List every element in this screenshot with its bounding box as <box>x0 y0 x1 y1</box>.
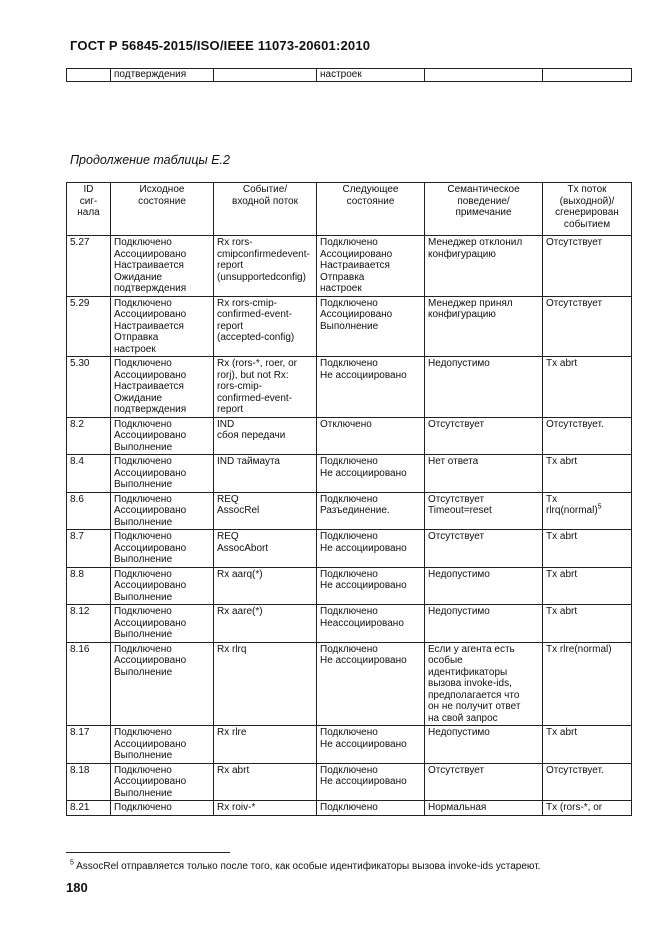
cell-line: Подключено <box>114 568 172 580</box>
cell-line: вызова invoke-ids, <box>428 678 512 689</box>
signal-id-cell: 8.21 <box>67 801 111 816</box>
next-state-cell <box>317 492 425 530</box>
cell-line: Tx abrt <box>546 358 578 369</box>
signal-id-cell: 8.8 <box>67 567 111 605</box>
table-row <box>67 69 632 82</box>
cell-line: Подключено <box>114 764 172 776</box>
tx-cell <box>543 726 632 764</box>
cell-line: Выполнение <box>114 591 173 603</box>
semantic-cell <box>425 357 543 418</box>
table-caption: Продолжение таблицы E.2 <box>70 153 230 167</box>
document-header: ГОСТ Р 56845-2015/ISO/IEEE 11073-20601:2010 <box>70 38 371 53</box>
cell-line: AssocRel <box>217 505 260 516</box>
table-row <box>67 357 632 418</box>
table-row <box>67 642 632 726</box>
cell-line: Следующее <box>342 184 399 195</box>
cell-line: Подключено <box>114 237 172 248</box>
cell-line: Отправка <box>114 332 159 343</box>
cell-line: Отсутствует <box>428 493 485 505</box>
cell-line: Ассоциировано <box>320 248 393 260</box>
cell-line: Отсутствует <box>546 297 603 309</box>
initial-state-cell <box>111 236 214 297</box>
cell-line: настроек <box>320 283 362 294</box>
table-cell <box>67 69 111 82</box>
initial-state-cell <box>111 455 214 493</box>
table-cell <box>425 69 543 82</box>
header-id <box>67 183 111 236</box>
cell-line: Rx rlrq <box>217 643 247 655</box>
event-cell <box>214 642 317 726</box>
initial-state-cell <box>111 605 214 643</box>
cell-line: предполагается что <box>428 689 520 701</box>
cell-line: Tx rlre(normal) <box>546 643 612 655</box>
semantic-cell <box>425 763 543 801</box>
tx-cell <box>543 455 632 493</box>
cell-line: Выполнение <box>114 629 173 640</box>
cell-line: подтверждения <box>114 404 187 415</box>
table-row <box>67 296 632 357</box>
cell-line: Недопустимо <box>428 568 490 580</box>
cell-line: Подключено <box>114 802 172 813</box>
cell-line: report <box>217 260 244 271</box>
event-cell <box>214 530 317 568</box>
cell-line: Подключено <box>320 531 378 542</box>
cell-line: IND таймаута <box>217 456 280 467</box>
cell-line: Отсутствует. <box>546 764 604 776</box>
next-state-cell <box>317 763 425 801</box>
cell-line: Нет ответа <box>428 456 479 467</box>
event-cell <box>214 455 317 493</box>
cell-line: rors-cmip- <box>217 381 262 392</box>
cell-line: Недопустимо <box>428 358 490 369</box>
cell-line: (выходной)/ <box>559 195 615 207</box>
cell-line: Выполнение <box>114 787 173 799</box>
cell-line: rorj), but not Rx: <box>217 369 289 381</box>
cell-line: REQ <box>217 493 239 505</box>
signal-id-cell: 8.6 <box>67 492 111 530</box>
semantic-cell <box>425 726 543 764</box>
table-row <box>67 492 632 530</box>
cell-line: Не ассоциировано <box>320 580 407 591</box>
signal-id-cell: 8.12 <box>67 605 111 643</box>
cell-line: AssocAbort <box>217 542 269 554</box>
cell-line: особые <box>428 655 463 666</box>
cell-line: Подключено <box>320 456 378 467</box>
semantic-cell <box>425 455 543 493</box>
cell-line: Rx (rors-*, roer, or <box>217 358 298 369</box>
cell-line: (accepted-config) <box>217 332 295 343</box>
signal-id-cell: 8.17 <box>67 726 111 764</box>
initial-state-cell <box>111 417 214 455</box>
footnote-text: AssocRel отправляется только после того, как особые идентификаторы вызова invoke-ids устареют. <box>73 861 541 872</box>
cell-line: Tx abrt <box>546 531 578 542</box>
table-body <box>67 236 632 816</box>
initial-state-cell <box>111 726 214 764</box>
signal-id-cell: 8.18 <box>67 763 111 801</box>
cell-line: Tx abrt <box>546 456 578 467</box>
footnote-ref: 5 <box>597 503 602 511</box>
next-state-cell <box>317 530 425 568</box>
event-cell <box>214 567 317 605</box>
next-state-cell <box>317 642 425 726</box>
cell-line: Timeout=reset <box>428 505 492 516</box>
header-event <box>214 183 317 236</box>
cell-line: Ассоциировано <box>114 738 187 750</box>
tx-cell <box>543 605 632 643</box>
cell-line: Tx (rors-*, or <box>546 802 603 813</box>
cell-line: состояние <box>138 195 186 207</box>
cell-line: подтверждения <box>114 283 187 294</box>
cell-line: REQ <box>217 531 239 542</box>
footnote <box>70 861 540 872</box>
table-row <box>67 236 632 297</box>
event-cell <box>214 763 317 801</box>
next-state-cell <box>317 567 425 605</box>
cell-line: Rx aare(*) <box>217 606 263 617</box>
footnote-divider <box>66 852 230 853</box>
event-cell <box>214 236 317 297</box>
semantic-cell <box>425 567 543 605</box>
cell-line: Ассоциировано <box>114 430 187 441</box>
cell-line: Rx rors- <box>217 237 253 248</box>
tx-cell <box>543 763 632 801</box>
semantic-cell <box>425 492 543 530</box>
signal-id-cell: 8.2 <box>67 417 111 455</box>
table-row <box>67 605 632 643</box>
initial-state-cell <box>111 357 214 418</box>
table-row <box>67 530 632 568</box>
cell-line: Нормальная <box>428 802 487 813</box>
cell-line: Не ассоциировано <box>320 776 407 787</box>
next-state-cell <box>317 605 425 643</box>
table-row <box>67 417 632 455</box>
cell-line: Ассоциировано <box>114 369 187 381</box>
cell-line: Подключено <box>114 297 172 309</box>
table-row <box>67 567 632 605</box>
cell-line: Подключено <box>320 237 378 248</box>
cell-line: Ассоциировано <box>114 248 187 260</box>
next-state-cell <box>317 357 425 418</box>
cell-line: Подключено <box>114 418 172 430</box>
cell-line: Подключено <box>114 531 172 542</box>
cell-line: Tx abrt <box>546 727 578 738</box>
cell-line: Подключено <box>320 802 378 813</box>
cell-line: Выполнение <box>114 554 173 565</box>
cell-line: Менеджер отклонил <box>428 237 523 248</box>
event-cell <box>214 417 317 455</box>
event-cell <box>214 605 317 643</box>
next-state-cell <box>317 417 425 455</box>
cell-line: Подключено <box>114 358 172 369</box>
cell-line: Подключено <box>320 358 378 369</box>
cell-line: Ассоциировано <box>114 617 187 629</box>
cell-line: Семантическое <box>447 184 520 195</box>
cell-line: Ассоциировано <box>114 655 187 666</box>
cell-line: сгенерирован <box>555 207 619 218</box>
cell-line: Отсутствует <box>546 237 603 248</box>
cell-line: Ожидание <box>114 392 163 404</box>
semantic-cell <box>425 801 543 816</box>
cell-line: Подключено <box>114 493 172 505</box>
cell-line: входной поток <box>232 195 298 207</box>
cell-line: Ассоциировано <box>320 309 393 320</box>
cell-line: конфигурацию <box>428 309 496 320</box>
cell-line: Tx поток <box>567 184 607 195</box>
cell-line: Выполнение <box>320 320 379 332</box>
initial-state-cell <box>111 642 214 726</box>
next-state-cell <box>317 236 425 297</box>
tx-cell <box>543 236 632 297</box>
table-cell: настроек <box>317 69 425 82</box>
cell-line: сбоя передачи <box>217 430 286 441</box>
tx-cell <box>543 567 632 605</box>
semantic-cell <box>425 642 543 726</box>
initial-state-cell <box>111 492 214 530</box>
header-next-state <box>317 183 425 236</box>
signal-id-cell: 5.30 <box>67 357 111 418</box>
tx-cell <box>543 642 632 726</box>
continued-table-fragment <box>66 68 632 82</box>
cell-line: report <box>217 404 244 415</box>
cell-line: Подключено <box>320 643 378 655</box>
cell-line: (unsupportedconfig) <box>217 271 306 283</box>
cell-line: Ассоциировано <box>114 542 187 554</box>
table-row <box>67 801 632 816</box>
cell-line: Ассоциировано <box>114 505 187 516</box>
cell-line: Tx <box>546 493 558 505</box>
cell-line: Rx abrt <box>217 764 250 776</box>
cell-line: Подключено <box>320 727 378 738</box>
cell-line: Отсутствует <box>428 418 485 430</box>
cell-line: примечание <box>455 207 512 218</box>
semantic-cell <box>425 236 543 297</box>
cell-line: confirmed-event- <box>217 392 293 404</box>
cell-line: Настраивается <box>114 260 184 271</box>
cell-line: Недопустимо <box>428 727 490 738</box>
cell-line: Не ассоциировано <box>320 542 407 554</box>
cell-line: Недопустимо <box>428 606 490 617</box>
state-table <box>66 182 632 816</box>
cell-line: Отправка <box>320 271 365 283</box>
cell-line: нала <box>77 207 100 218</box>
cell-line: событием <box>563 218 611 230</box>
event-cell <box>214 296 317 357</box>
initial-state-cell <box>111 763 214 801</box>
initial-state-cell <box>111 296 214 357</box>
event-cell <box>214 357 317 418</box>
cell-line: Rx rlre <box>217 727 247 738</box>
cell-line: Неассоциировано <box>320 617 404 629</box>
table-row <box>67 455 632 493</box>
next-state-cell <box>317 455 425 493</box>
cell-line: поведение/ <box>457 195 510 207</box>
cell-line: Не ассоциировано <box>320 467 407 479</box>
cell-line: confirmed-event- <box>217 309 293 320</box>
initial-state-cell <box>111 801 214 816</box>
tx-cell <box>543 357 632 418</box>
tx-cell <box>543 492 632 530</box>
footnote-mark: 5 <box>70 859 74 867</box>
initial-state-cell <box>111 530 214 568</box>
cell-line: Событие/ <box>242 184 288 195</box>
cell-line: Отсутствует <box>428 531 485 542</box>
table-header-row <box>67 183 632 236</box>
cell-line: Ассоциировано <box>114 309 187 320</box>
cell-line: Подключено <box>320 568 378 580</box>
cell-line: Подключено <box>320 606 378 617</box>
cell-line: Подключено <box>320 493 378 505</box>
cell-line: Подключено <box>114 606 172 617</box>
cell-line: Tx abrt <box>546 568 578 580</box>
cell-line: Отсутствует <box>428 764 485 776</box>
table-row <box>67 763 632 801</box>
cell-line: cmipconfirmedevent- <box>217 248 310 260</box>
cell-line: Подключено <box>114 456 172 467</box>
cell-line: Выполнение <box>114 516 173 528</box>
semantic-cell <box>425 530 543 568</box>
tx-cell <box>543 417 632 455</box>
semantic-cell <box>425 417 543 455</box>
cell-line: Не ассоциировано <box>320 369 407 381</box>
cell-line: конфигурацию <box>428 248 496 260</box>
cell-line: Отсутствует. <box>546 418 604 430</box>
cell-line: Настраивается <box>114 320 184 332</box>
cell-line: состояние <box>346 195 395 207</box>
cell-line: Не ассоциировано <box>320 738 407 750</box>
header-tx <box>543 183 632 236</box>
event-cell <box>214 492 317 530</box>
cell-line: Менеджер принял <box>428 297 513 309</box>
cell-line: Rx aarq(*) <box>217 568 263 580</box>
tx-cell <box>543 296 632 357</box>
cell-line: IND <box>217 418 235 430</box>
cell-line: report <box>217 320 244 332</box>
cell-line: Ассоциировано <box>114 776 187 787</box>
table-cell: подтверждения <box>111 69 214 82</box>
cell-line: Подключено <box>320 297 378 309</box>
cell-line: Если у агента есть <box>428 643 515 655</box>
tx-cell <box>543 530 632 568</box>
cell-line: Настраивается <box>320 260 390 271</box>
cell-line: Отключено <box>320 418 372 430</box>
header-semantics <box>425 183 543 236</box>
cell-line: Подключено <box>320 764 378 776</box>
signal-id-cell: 8.16 <box>67 642 111 726</box>
cell-line: идентификаторы <box>428 666 508 678</box>
cell-line: настроек <box>114 343 156 355</box>
next-state-cell <box>317 801 425 816</box>
next-state-cell <box>317 726 425 764</box>
tx-cell <box>543 801 632 816</box>
event-cell <box>214 801 317 816</box>
cell-line: Выполнение <box>114 666 173 678</box>
table-cell <box>543 69 632 82</box>
table-cell <box>214 69 317 82</box>
cell-line: на свой запрос <box>428 712 498 724</box>
event-cell <box>214 726 317 764</box>
cell-line: Ожидание <box>114 271 163 283</box>
cell-line: Выполнение <box>114 441 173 453</box>
cell-line: Выполнение <box>114 479 173 490</box>
cell-line: Ассоциировано <box>114 580 187 591</box>
signal-id-cell: 8.4 <box>67 455 111 493</box>
semantic-cell <box>425 296 543 357</box>
signal-id-cell: 8.7 <box>67 530 111 568</box>
cell-line: Подключено <box>114 727 172 738</box>
cell-line: Не ассоциировано <box>320 655 407 666</box>
initial-state-cell <box>111 567 214 605</box>
cell-line: Rx rors-cmip- <box>217 297 277 309</box>
cell-line: Настраивается <box>114 381 184 392</box>
cell-line: Rx roiv-* <box>217 802 256 813</box>
cell-line: Подключено <box>114 643 172 655</box>
cell-line: rlrq(normal) <box>546 505 598 516</box>
signal-id-cell: 5.27 <box>67 236 111 297</box>
cell-line: он не получит ответ <box>428 701 521 712</box>
cell-line: Ассоциировано <box>114 467 187 479</box>
cell-line: Разъединение. <box>320 505 390 516</box>
cell-line: Выполнение <box>114 750 173 761</box>
cell-line: Исходное <box>139 184 185 195</box>
page-number: 180 <box>66 880 88 895</box>
cell-line: сиг- <box>79 195 98 207</box>
next-state-cell <box>317 296 425 357</box>
semantic-cell <box>425 605 543 643</box>
cell-line: ID <box>83 184 94 195</box>
cell-line: Tx abrt <box>546 606 578 617</box>
signal-id-cell: 5.29 <box>67 296 111 357</box>
header-initial-state <box>111 183 214 236</box>
table-row <box>67 726 632 764</box>
